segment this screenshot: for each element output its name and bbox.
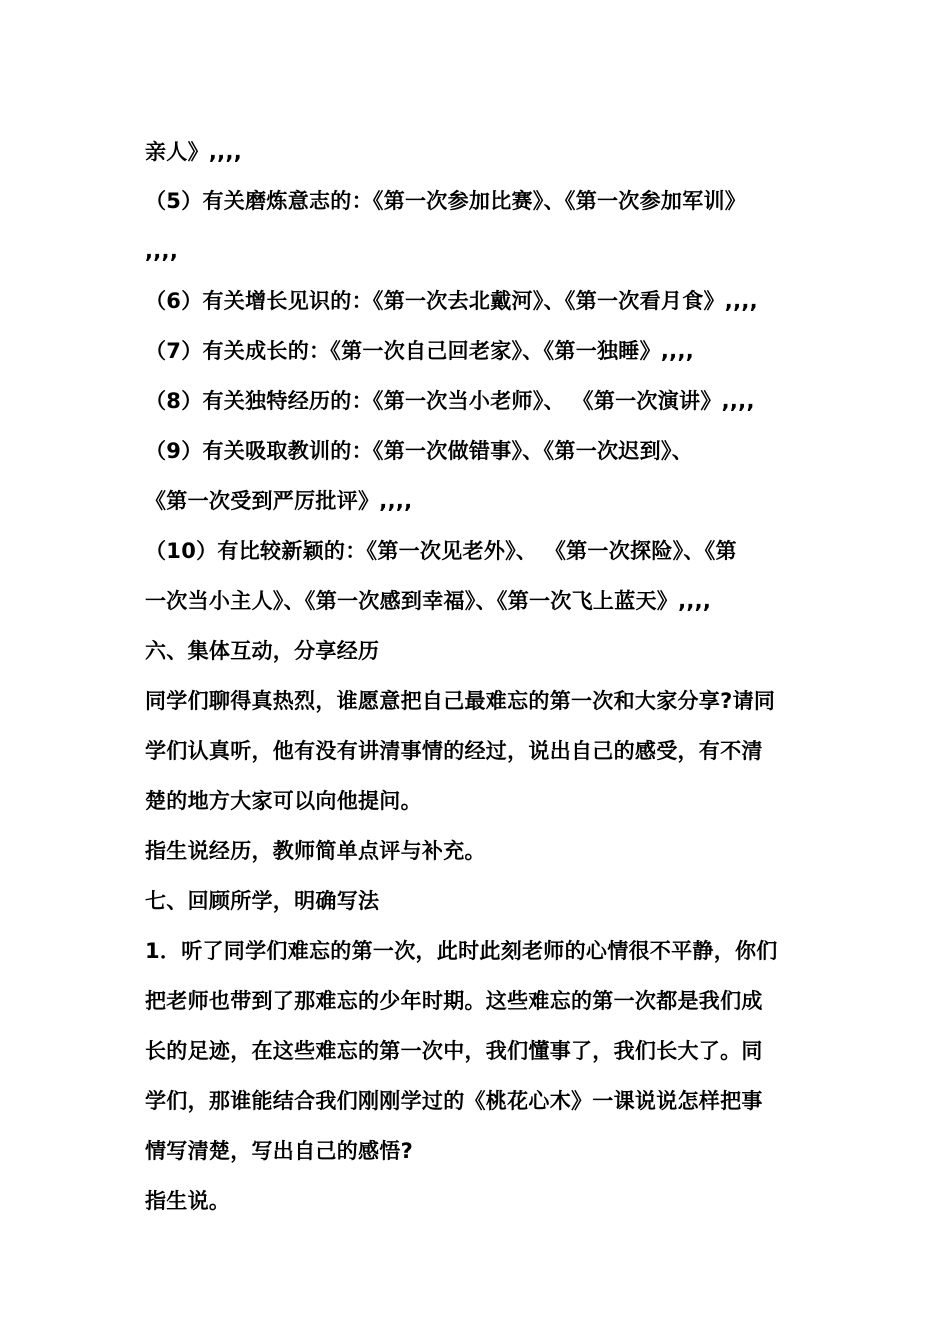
text-line: 楚的地方大家可以向他提问。: [145, 789, 422, 813]
text-line: （6）有关增长见识的：《第一次去北戴河》、《第一次看月食》,,,,: [145, 289, 758, 313]
text-line: 一次当小主人》、《第一次感到幸福》、《第一次飞上蓝天》,,,,: [145, 589, 712, 613]
text-line: 学们认真听，他有没有讲清事情的经过，说出自己的感受，有不清: [145, 739, 763, 763]
text-line: （5）有关磨炼意志的：《第一次参加比赛》、《第一次参加军训》: [145, 189, 747, 213]
section-heading: 七、回顾所学，明确写法: [145, 889, 380, 913]
text-line: 指生说经历，教师简单点评与补充。: [145, 839, 486, 863]
text-line: （10）有比较新颖的：《第一次见老外》、 《第一次探险》、《第: [145, 539, 737, 563]
text-line: 亲人》,,,,: [145, 140, 243, 164]
text-line: 情写清楚，写出自己的感悟?: [145, 1139, 414, 1163]
text-line: 把老师也带到了那难忘的少年时期。这些难忘的第一次都是我们成: [145, 989, 763, 1013]
text-line: ,,,,: [145, 239, 179, 263]
section-heading: 六、集体互动，分享经历: [145, 639, 380, 663]
text-line: 长的足迹，在这些难忘的第一次中，我们懂事了，我们长大了。同: [145, 1039, 763, 1063]
text-line: 《第一次受到严厉批评》,,,,: [145, 489, 413, 513]
text-line: 1．听了同学们难忘的第一次，此时此刻老师的心情很不平静，你们: [145, 939, 778, 963]
text-line: 学们，那谁能结合我们刚刚学过的《桃花心木》一课说说怎样把事: [145, 1089, 763, 1113]
text-line: （8）有关独特经历的：《第一次当小老师》、 《第一次演讲》,,,,: [145, 389, 755, 413]
text-line: （9）有关吸取教训的：《第一次做错事》、《第一次迟到》、: [145, 439, 694, 463]
text-line: 指生说。: [145, 1189, 231, 1213]
text-line: （7）有关成长的：《第一次自己回老家》、《第一独睡》,,,,: [145, 339, 695, 363]
text-line: 同学们聊得真热烈，谁愿意把自己最难忘的第一次和大家分享?请同: [145, 689, 776, 713]
